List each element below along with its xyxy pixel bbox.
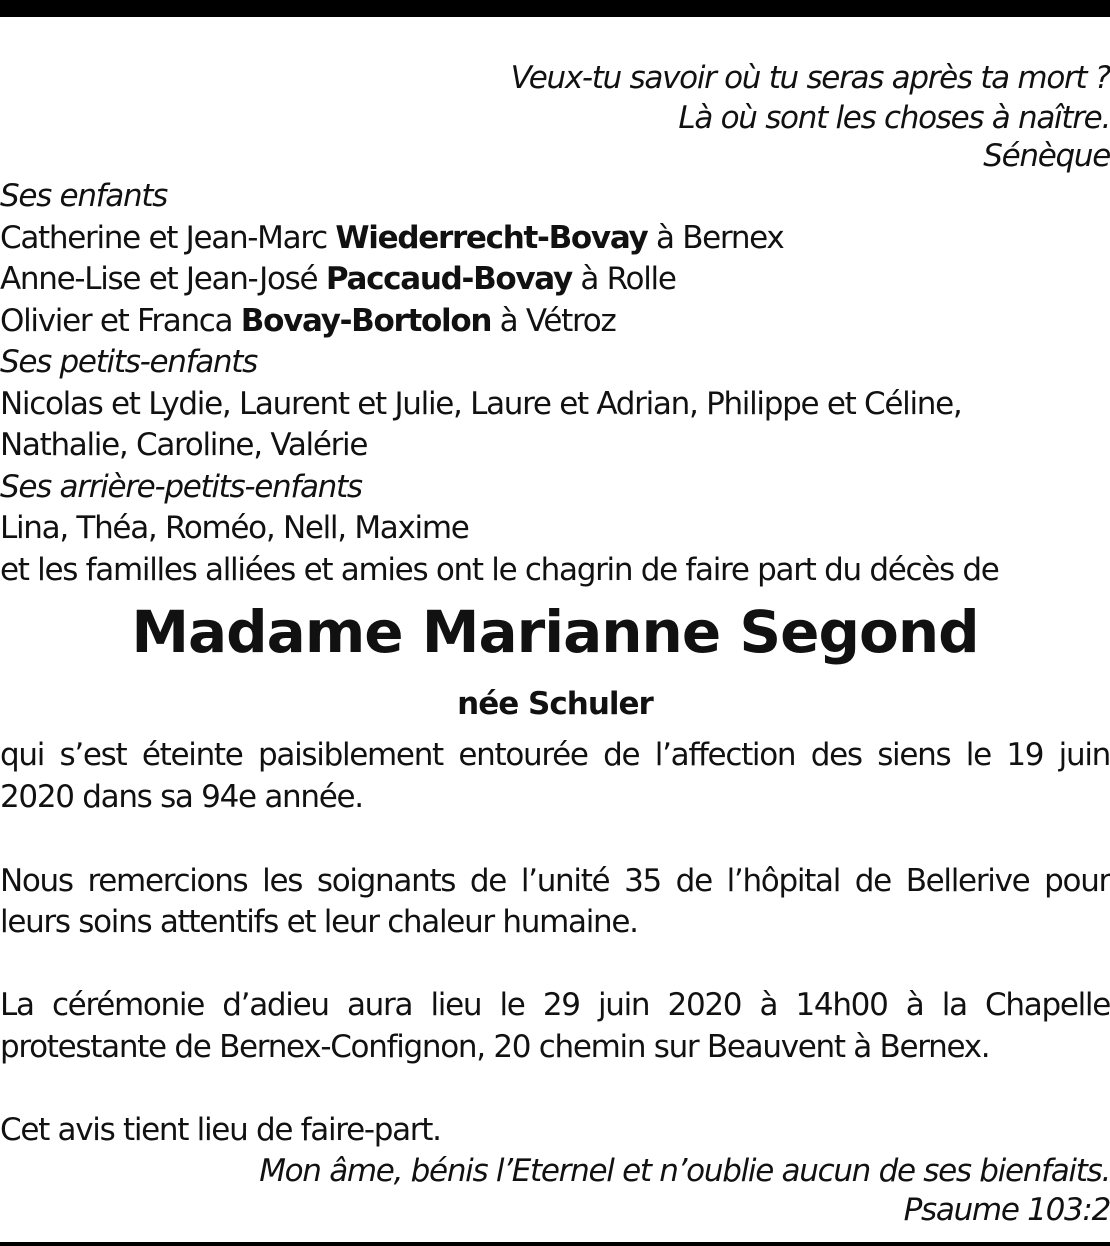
child-surname: Bovay-Bortolon xyxy=(240,303,492,339)
paragraph-1-line-1: qui s’est éteinte paisiblement entourée de l’affection des siens le 19 juin xyxy=(0,737,1110,773)
child-names: Catherine et Jean-Marc xyxy=(0,220,336,256)
child-place: à Vétroz xyxy=(491,303,616,339)
epigraph-author: Sénèque xyxy=(983,138,1110,174)
deceased-name: Madame Marianne Segond xyxy=(131,598,979,666)
maiden-name: née Schuler xyxy=(457,686,653,722)
paragraph-1-line-2: 2020 dans sa 94e année. xyxy=(0,779,363,815)
great-grandchildren-heading: Ses arrière-petits-enfants xyxy=(0,469,362,505)
announcement-line: et les familles alliées et amies ont le chagrin de faire part du décès de xyxy=(0,552,999,588)
child-surname: Wiederrecht-Bovay xyxy=(335,220,648,256)
paragraph-2-line-1: Nous remercions les soignants de l’unité 35 de l’hôpital de Bellerive pour xyxy=(0,863,1110,899)
child-names: Anne-Lise et Jean-José xyxy=(0,261,326,297)
epigraph-line-1: Veux-tu savoir où tu seras après ta mort ? xyxy=(510,60,1110,96)
epigraph-line-2: Là où sont les choses à naître. xyxy=(678,100,1110,136)
child-surname: Paccaud-Bovay xyxy=(325,261,572,297)
closing-reference: Psaume 103:2 xyxy=(903,1192,1110,1228)
closing-verse: Mon âme, bénis l’Eternel et n’oublie aucun de ses bienfaits. xyxy=(259,1153,1110,1189)
child-names: Olivier et Franca xyxy=(0,303,241,339)
paragraph-3-line-1: La cérémonie d’adieu aura lieu le 29 juin 2020 à 14h00 à la Chapelle xyxy=(0,987,1110,1023)
child-place: à Bernex xyxy=(647,220,784,256)
child-row xyxy=(0,217,1110,259)
paragraph-3-line-2: protestante de Bernex-Confignon, 20 chemin sur Beauvent à Bernex. xyxy=(0,1029,990,1065)
children-heading: Ses enfants xyxy=(0,178,168,214)
child-row xyxy=(0,258,1110,300)
bottom-rule xyxy=(0,1242,1110,1246)
top-rule xyxy=(0,0,1110,17)
child-place: à Rolle xyxy=(571,261,676,297)
grandchildren-line-1: Nicolas et Lydie, Laurent et Julie, Laure et Adrian, Philippe et Céline, xyxy=(0,386,962,422)
grandchildren-line-2: Nathalie, Caroline, Valérie xyxy=(0,427,368,463)
paragraph-2-line-2: leurs soins attentifs et leur chaleur humaine. xyxy=(0,904,638,940)
grandchildren-heading: Ses petits-enfants xyxy=(0,344,257,380)
great-grandchildren-line: Lina, Théa, Roméo, Nell, Maxime xyxy=(0,510,469,546)
paragraph-4: Cet avis tient lieu de faire-part. xyxy=(0,1112,441,1148)
child-row xyxy=(0,300,1110,342)
